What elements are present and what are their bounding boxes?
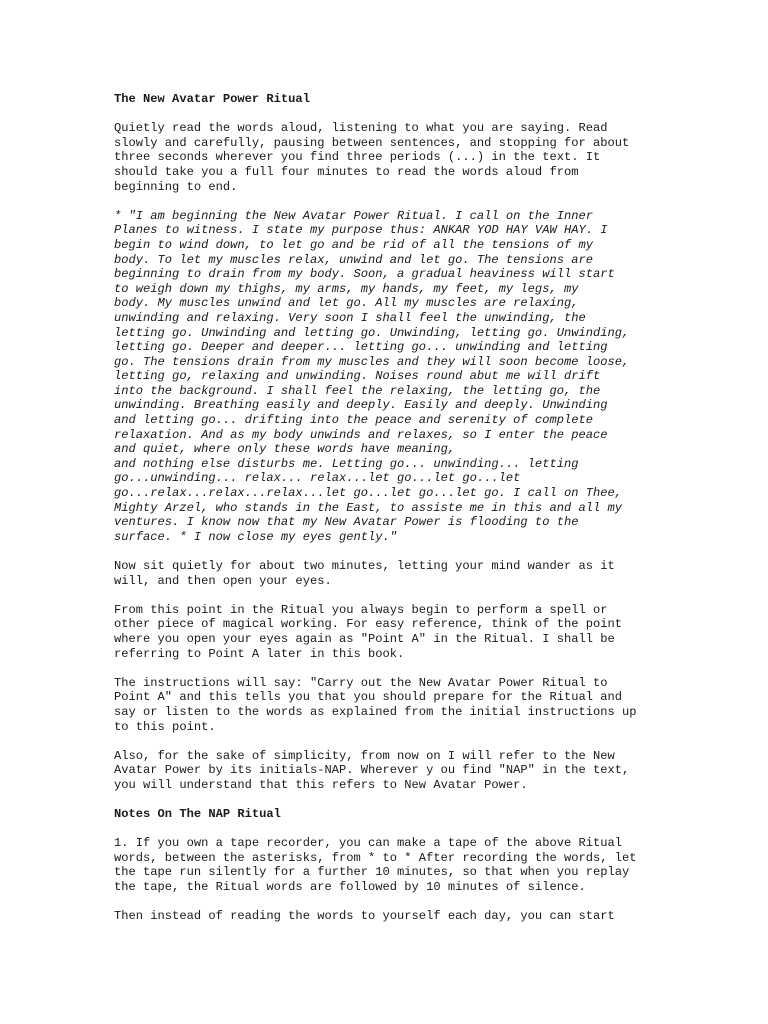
ritual-line: go...unwinding... relax... relax...let go...let go...let bbox=[114, 471, 521, 486]
ritual-line: body. My muscles unwind and let go. All my muscles are relaxing, bbox=[114, 296, 579, 311]
note-1-paragraph bbox=[114, 836, 754, 894]
text-line: where you open your eyes again as "Point A" in the Ritual. I shall be bbox=[114, 631, 615, 646]
ritual-line: Planes to witness. I state my purpose thus: ANKAR YOD HAY VAW HAY. I bbox=[114, 223, 608, 238]
text-line: will, and then open your eyes. bbox=[114, 573, 332, 588]
ritual-text-paragraph bbox=[114, 209, 754, 545]
ritual-line: body. To let my muscles relax, unwind and let go. The tensions are bbox=[114, 252, 593, 267]
ritual-line: letting go. Deeper and deeper... letting go... unwinding and letting bbox=[114, 340, 608, 355]
text-line: three seconds wherever you find three periods (...) in the text. It bbox=[114, 150, 601, 165]
text-line: words, between the asterisks, from * to * After recording the words, let bbox=[114, 850, 637, 865]
ritual-line: surface. * I now close my eyes gently." bbox=[114, 529, 398, 544]
text-line: slowly and carefully, pausing between sentences, and stopping for about bbox=[114, 135, 630, 150]
text-line: Now sit quietly for about two minutes, letting your mind wander as it bbox=[114, 559, 615, 573]
text-line: other piece of magical working. For easy reference, think of the point bbox=[114, 617, 623, 632]
ritual-line: * "I am beginning the New Avatar Power Ritual. I call on the Inner bbox=[114, 208, 593, 223]
ritual-line: Mighty Arzel, who stands in the East, to assiste me in this and all my bbox=[114, 500, 623, 515]
then-instead-paragraph bbox=[114, 909, 754, 924]
text-line: From this point in the Ritual you always begin to perform a spell or bbox=[114, 602, 608, 617]
text-line: Point A" and this tells you that you should prepare for the Ritual and bbox=[114, 690, 623, 705]
text-line: referring to Point A later in this book. bbox=[114, 646, 405, 661]
text-line: 1. If you own a tape recorder, you can make a tape of the above Ritual bbox=[114, 836, 623, 851]
page-title: The New Avatar Power Ritual bbox=[114, 92, 310, 106]
point-a-paragraph bbox=[114, 603, 754, 661]
ritual-line: and letting go... drifting into the peace and serenity of complete bbox=[114, 413, 593, 428]
section-heading-notes: Notes On The NAP Ritual bbox=[114, 807, 281, 822]
instructions-paragraph bbox=[114, 676, 754, 734]
ritual-line: and quiet, where only these words have meaning, bbox=[114, 442, 456, 457]
ritual-line: into the background. I shall feel the relaxing, the letting go, the bbox=[114, 383, 601, 398]
intro-paragraph bbox=[114, 121, 754, 194]
text-line: you will understand that this refers to New Avatar Power. bbox=[114, 777, 528, 792]
text-line: to this point. bbox=[114, 719, 216, 734]
ritual-line: begin to wind down, to let go and be rid of all the tensions of my bbox=[114, 237, 593, 252]
ritual-line: letting go, relaxing and unwinding. Noises round abut me will drift bbox=[114, 369, 601, 384]
text-line: say or listen to the words as explained from the initial instructions up bbox=[114, 704, 637, 719]
ritual-line: unwinding. Breathing easily and deeply. Easily and deeply. Unwinding bbox=[114, 398, 608, 413]
ritual-line: unwinding and relaxing. Very soon I shall feel the unwinding, the bbox=[114, 310, 586, 325]
text-line: Then instead of reading the words to yourself each day, you can start bbox=[114, 909, 615, 924]
text-line: Also, for the sake of simplicity, from now on I will refer to the New bbox=[114, 748, 615, 763]
ritual-line: relaxation. And as my body unwinds and relaxes, so I enter the peace bbox=[114, 427, 608, 442]
ritual-line: go...relax...relax...relax...let go...let go...let go. I call on Thee, bbox=[114, 486, 623, 501]
ritual-line: and nothing else disturbs me. Letting go... unwinding... letting bbox=[114, 456, 579, 471]
text-line: The instructions will say: "Carry out the New Avatar Power Ritual to bbox=[114, 675, 608, 690]
ritual-line: to weigh down my thighs, my arms, my hands, my feet, my legs, my bbox=[114, 281, 579, 296]
text-line: should take you a full four minutes to read the words aloud from bbox=[114, 164, 579, 179]
document-page bbox=[114, 92, 754, 938]
sit-quietly-paragraph bbox=[114, 559, 754, 588]
text-line: Quietly read the words aloud, listening to what you are saying. Read bbox=[114, 121, 608, 136]
text-line: Avatar Power by its initials-NAP. Wherever y ou find "NAP" in the text, bbox=[114, 763, 630, 778]
ritual-line: ventures. I know now that my New Avatar Power is flooding to the bbox=[114, 515, 579, 530]
ritual-line: letting go. Unwinding and letting go. Unwinding, letting go. Unwinding, bbox=[114, 325, 630, 340]
ritual-line: go. The tensions drain from my muscles and they will soon become loose, bbox=[114, 354, 630, 369]
ritual-line: beginning to drain from my body. Soon, a gradual heaviness will start bbox=[114, 267, 615, 282]
text-line: the tape run silently for a further 10 minutes, so that when you replay bbox=[114, 865, 630, 880]
text-line: the tape, the Ritual words are followed by 10 minutes of silence. bbox=[114, 880, 586, 895]
text-line: beginning to end. bbox=[114, 179, 238, 194]
nap-paragraph bbox=[114, 749, 754, 793]
